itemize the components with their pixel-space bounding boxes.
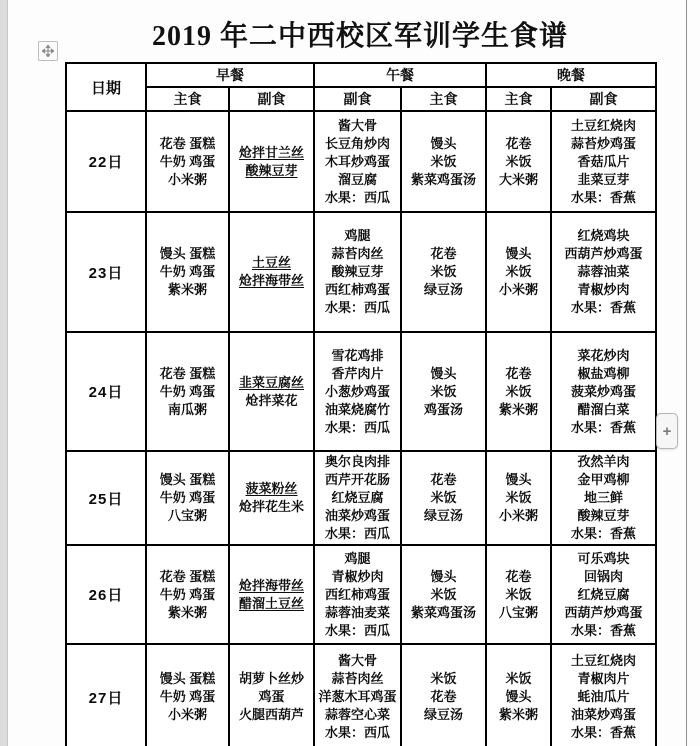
menu-item: 花卷 xyxy=(430,689,457,704)
menu-cell xyxy=(314,212,401,332)
menu-cell xyxy=(551,644,656,746)
menu-item: 香芹肉片 xyxy=(331,365,384,381)
menu-item: 紫米粥 xyxy=(498,707,538,722)
menu-cell xyxy=(486,451,551,545)
menu-item: 小米粥 xyxy=(498,282,538,297)
menu-item: 花卷 xyxy=(505,365,532,381)
menu-item: 酸辣豆芽 xyxy=(577,508,630,523)
menu-item: 菠菜粉丝 xyxy=(245,481,298,496)
menu-cell xyxy=(146,545,229,644)
menu-cell xyxy=(314,451,401,545)
date-cell: 26日 xyxy=(66,545,146,644)
menu-item: 馒头 蛋糕 xyxy=(159,472,216,487)
menu-item: 小米粥 xyxy=(167,171,207,187)
menu-item: 小米粥 xyxy=(167,707,207,722)
menu-item: 米饭 xyxy=(430,586,457,602)
menu-item: 洋葱木耳鸡蛋 xyxy=(318,689,397,704)
menu-item: 花卷 蛋糕 xyxy=(159,365,216,381)
header-lunch: 午餐 xyxy=(314,63,486,87)
menu-item: 水果：西瓜 xyxy=(324,189,390,205)
page-right-edge-line xyxy=(686,0,687,746)
menu-item: 绿豆汤 xyxy=(423,707,463,722)
menu-item: 酸辣豆芽 xyxy=(245,162,298,178)
menu-cell xyxy=(314,545,401,644)
menu-item: 水果：西瓜 xyxy=(324,300,390,315)
menu-item: 炝拌海带丝 xyxy=(238,577,304,593)
date-cell: 23日 xyxy=(66,212,146,332)
menu-item: 奥尔良肉排 xyxy=(324,454,390,469)
menu-item: 馒头 xyxy=(430,568,457,584)
menu-cell xyxy=(551,451,656,545)
menu-item: 米饭 xyxy=(430,490,457,505)
menu-cell xyxy=(401,332,486,451)
menu-item: 馒头 xyxy=(505,689,532,704)
header-dinner: 晚餐 xyxy=(486,63,656,87)
page-title: 2019 年二中西校区军训学生食谱 xyxy=(151,21,568,52)
page-left-margin-strip xyxy=(0,0,8,746)
menu-cell xyxy=(401,212,486,332)
menu-item: 水果：香蕉 xyxy=(570,300,636,315)
menu-cell xyxy=(486,644,551,746)
menu-item: 孜然羊肉 xyxy=(577,454,630,469)
menu-cell xyxy=(314,332,401,451)
menu-item: 米饭 xyxy=(430,153,457,169)
menu-item: 鸡腿 xyxy=(344,228,371,243)
menu-item: 蒜蓉空心菜 xyxy=(324,707,390,722)
menu-item: 水果：香蕉 xyxy=(570,725,636,740)
date-cell: 25日 xyxy=(66,451,146,545)
menu-item: 馒头 蛋糕 xyxy=(159,671,216,686)
table-move-handle[interactable] xyxy=(38,41,58,61)
menu-item: 韭菜豆芽 xyxy=(577,171,630,187)
menu-cell xyxy=(146,212,229,332)
menu-cell xyxy=(229,545,314,644)
menu-item: 青椒肉片 xyxy=(577,671,630,686)
menu-cell xyxy=(486,111,551,212)
menu-item: 大米粥 xyxy=(498,171,538,187)
menu-item: 绿豆汤 xyxy=(423,282,463,297)
menu-item: 红烧豆腐 xyxy=(331,490,384,505)
menu-item: 木耳炒鸡蛋 xyxy=(324,153,390,169)
table-row xyxy=(66,451,656,545)
menu-item: 水果：西瓜 xyxy=(324,725,390,740)
menu-cell xyxy=(229,644,314,746)
menu-item: 溜豆腐 xyxy=(337,171,377,187)
menu-item: 水果：西瓜 xyxy=(324,622,390,638)
menu-item: 紫米粥 xyxy=(498,401,538,417)
menu-item: 红烧鸡块 xyxy=(577,228,630,243)
menu-item: 菜花炒肉 xyxy=(577,347,630,363)
menu-item: 牛奶 鸡蛋 xyxy=(159,586,216,602)
menu-cell xyxy=(551,332,656,451)
move-arrows-icon xyxy=(42,45,54,57)
menu-item: 馒头 xyxy=(430,365,457,381)
table-row xyxy=(66,212,656,332)
menu-cell xyxy=(229,332,314,451)
menu-item: 可乐鸡块 xyxy=(577,550,630,566)
menu-cell xyxy=(401,451,486,545)
menu-item: 蒜苔肉丝 xyxy=(331,671,384,686)
menu-item: 牛奶 鸡蛋 xyxy=(159,383,216,399)
menu-item: 油菜烧腐竹 xyxy=(324,401,390,417)
menu-item: 米饭 xyxy=(430,671,457,686)
menu-item: 土豆丝 xyxy=(251,255,291,270)
menu-item: 醋溜白菜 xyxy=(577,401,630,417)
menu-item: 红烧豆腐 xyxy=(577,586,630,602)
menu-cell xyxy=(551,111,656,212)
menu-cell xyxy=(401,545,486,644)
header-dinner-side: 副食 xyxy=(551,87,656,111)
menu-table-body xyxy=(66,111,656,746)
menu-cell xyxy=(486,332,551,451)
menu-item: 米饭 xyxy=(505,383,532,399)
menu-item: 花卷 蛋糕 xyxy=(159,135,216,151)
menu-item: 酱大骨 xyxy=(337,117,377,133)
menu-cell xyxy=(551,212,656,332)
menu-item: 鸡蛋 xyxy=(258,689,285,704)
menu-item: 鸡蛋汤 xyxy=(423,401,463,417)
menu-item: 八宝粥 xyxy=(498,604,538,620)
menu-item: 蚝油瓜片 xyxy=(577,689,630,704)
menu-item: 鸡腿 xyxy=(344,550,371,566)
date-cell: 27日 xyxy=(66,644,146,746)
menu-item: 炝拌菜花 xyxy=(245,392,298,408)
header-date: 日期 xyxy=(66,63,146,111)
menu-cell xyxy=(314,111,401,212)
menu-item: 韭菜豆腐丝 xyxy=(238,374,304,390)
menu-item: 西芹开花肠 xyxy=(324,472,390,487)
menu-cell xyxy=(146,644,229,746)
menu-item: 油菜炒鸡蛋 xyxy=(324,508,390,523)
menu-item: 火腿西葫芦 xyxy=(238,707,304,722)
menu-item: 花卷 蛋糕 xyxy=(159,568,216,584)
menu-item: 青椒炒肉 xyxy=(577,282,630,297)
header-row-subcols xyxy=(66,87,656,111)
menu-cell xyxy=(401,111,486,212)
menu-item: 水果：香蕉 xyxy=(570,526,636,541)
menu-item: 青椒炒肉 xyxy=(331,568,384,584)
menu-item: 水果：香蕉 xyxy=(570,622,636,638)
menu-item: 西红柿鸡蛋 xyxy=(324,282,390,297)
table-row xyxy=(66,332,656,451)
menu-item: 水果：香蕉 xyxy=(570,419,636,435)
header-dinner-staple: 主食 xyxy=(486,87,551,111)
menu-item: 水果：香蕉 xyxy=(570,189,636,205)
menu-item: 米饭 xyxy=(430,264,457,279)
menu-item: 紫菜鸡蛋汤 xyxy=(410,604,476,620)
menu-item: 南瓜粥 xyxy=(167,401,207,417)
header-breakfast-staple: 主食 xyxy=(146,87,229,111)
scroll-plus-button[interactable]: + xyxy=(656,413,678,449)
menu-item: 米饭 xyxy=(430,383,457,399)
menu-item: 馒头 xyxy=(430,135,457,151)
menu-item: 花卷 xyxy=(430,246,457,261)
menu-item: 紫米粥 xyxy=(167,604,207,620)
meal-schedule-table xyxy=(65,62,657,746)
menu-item: 菠菜炒鸡蛋 xyxy=(570,383,636,399)
header-lunch-staple: 主食 xyxy=(401,87,486,111)
menu-item: 西葫芦炒鸡蛋 xyxy=(564,246,643,261)
header-breakfast: 早餐 xyxy=(146,63,314,87)
menu-item: 牛奶 鸡蛋 xyxy=(159,689,216,704)
menu-cell xyxy=(146,332,229,451)
menu-item: 米饭 xyxy=(505,153,532,169)
menu-item: 西红柿鸡蛋 xyxy=(324,586,390,602)
menu-item: 紫菜鸡蛋汤 xyxy=(410,171,476,187)
menu-cell xyxy=(229,111,314,212)
table-row xyxy=(66,644,656,746)
menu-item: 醋溜土豆丝 xyxy=(238,595,304,611)
menu-item: 蒜苔炒鸡蛋 xyxy=(570,135,636,151)
header-lunch-side: 副食 xyxy=(314,87,401,111)
menu-item: 米饭 xyxy=(505,490,532,505)
menu-cell xyxy=(486,545,551,644)
menu-item: 小米粥 xyxy=(498,508,538,523)
menu-cell xyxy=(551,545,656,644)
date-cell: 22日 xyxy=(66,111,146,212)
menu-item: 绿豆汤 xyxy=(423,508,463,523)
header-breakfast-side: 副食 xyxy=(229,87,314,111)
menu-item: 西葫芦炒鸡蛋 xyxy=(564,604,643,620)
menu-item: 雪花鸡排 xyxy=(331,347,384,363)
menu-item: 米饭 xyxy=(505,671,532,686)
menu-item: 炝拌甘兰丝 xyxy=(238,144,304,160)
menu-item: 炝拌花生米 xyxy=(238,499,304,514)
menu-item: 炝拌海带丝 xyxy=(238,273,304,288)
menu-item: 馒头 蛋糕 xyxy=(159,246,216,261)
menu-item: 花卷 xyxy=(430,472,457,487)
menu-cell xyxy=(401,644,486,746)
menu-cell xyxy=(229,451,314,545)
menu-item: 米饭 xyxy=(505,264,532,279)
menu-item: 紫米粥 xyxy=(167,282,207,297)
menu-cell xyxy=(146,451,229,545)
date-cell: 24日 xyxy=(66,332,146,451)
menu-item: 花卷 xyxy=(505,568,532,584)
menu-cell xyxy=(229,212,314,332)
menu-cell xyxy=(314,644,401,746)
menu-item: 土豆红烧肉 xyxy=(570,653,636,668)
menu-item: 长豆角炒肉 xyxy=(324,135,390,151)
menu-item: 水果：西瓜 xyxy=(324,526,390,541)
menu-item: 牛奶 鸡蛋 xyxy=(159,153,216,169)
menu-item: 回锅肉 xyxy=(583,568,623,584)
menu-item: 八宝粥 xyxy=(167,508,207,523)
menu-item: 花卷 xyxy=(505,135,532,151)
menu-item: 酱大骨 xyxy=(337,653,377,668)
menu-item: 油菜炒鸡蛋 xyxy=(570,707,636,722)
menu-item: 馒头 xyxy=(505,246,532,261)
table-row xyxy=(66,111,656,212)
menu-item: 蒜苔肉丝 xyxy=(331,246,384,261)
menu-item: 土豆红烧肉 xyxy=(570,117,636,133)
menu-item: 牛奶 鸡蛋 xyxy=(159,490,216,505)
header-row-meals xyxy=(66,63,656,87)
table-row xyxy=(66,545,656,644)
menu-item: 胡萝卜丝炒 xyxy=(238,671,304,686)
menu-cell xyxy=(146,111,229,212)
menu-item: 水果：西瓜 xyxy=(324,419,390,435)
menu-item: 馒头 xyxy=(505,472,532,487)
menu-item: 香菇瓜片 xyxy=(577,153,630,169)
menu-item: 椒盐鸡柳 xyxy=(577,365,630,381)
menu-item: 蒜蓉油麦菜 xyxy=(324,604,390,620)
menu-item: 蒜蓉油菜 xyxy=(577,264,630,279)
menu-item: 米饭 xyxy=(505,586,532,602)
menu-cell xyxy=(486,212,551,332)
menu-item: 金甲鸡柳 xyxy=(577,472,630,487)
menu-item: 小葱炒鸡蛋 xyxy=(324,383,390,399)
menu-item: 地三鲜 xyxy=(583,490,623,505)
menu-item: 酸辣豆芽 xyxy=(331,264,384,279)
menu-item: 牛奶 鸡蛋 xyxy=(159,264,216,279)
